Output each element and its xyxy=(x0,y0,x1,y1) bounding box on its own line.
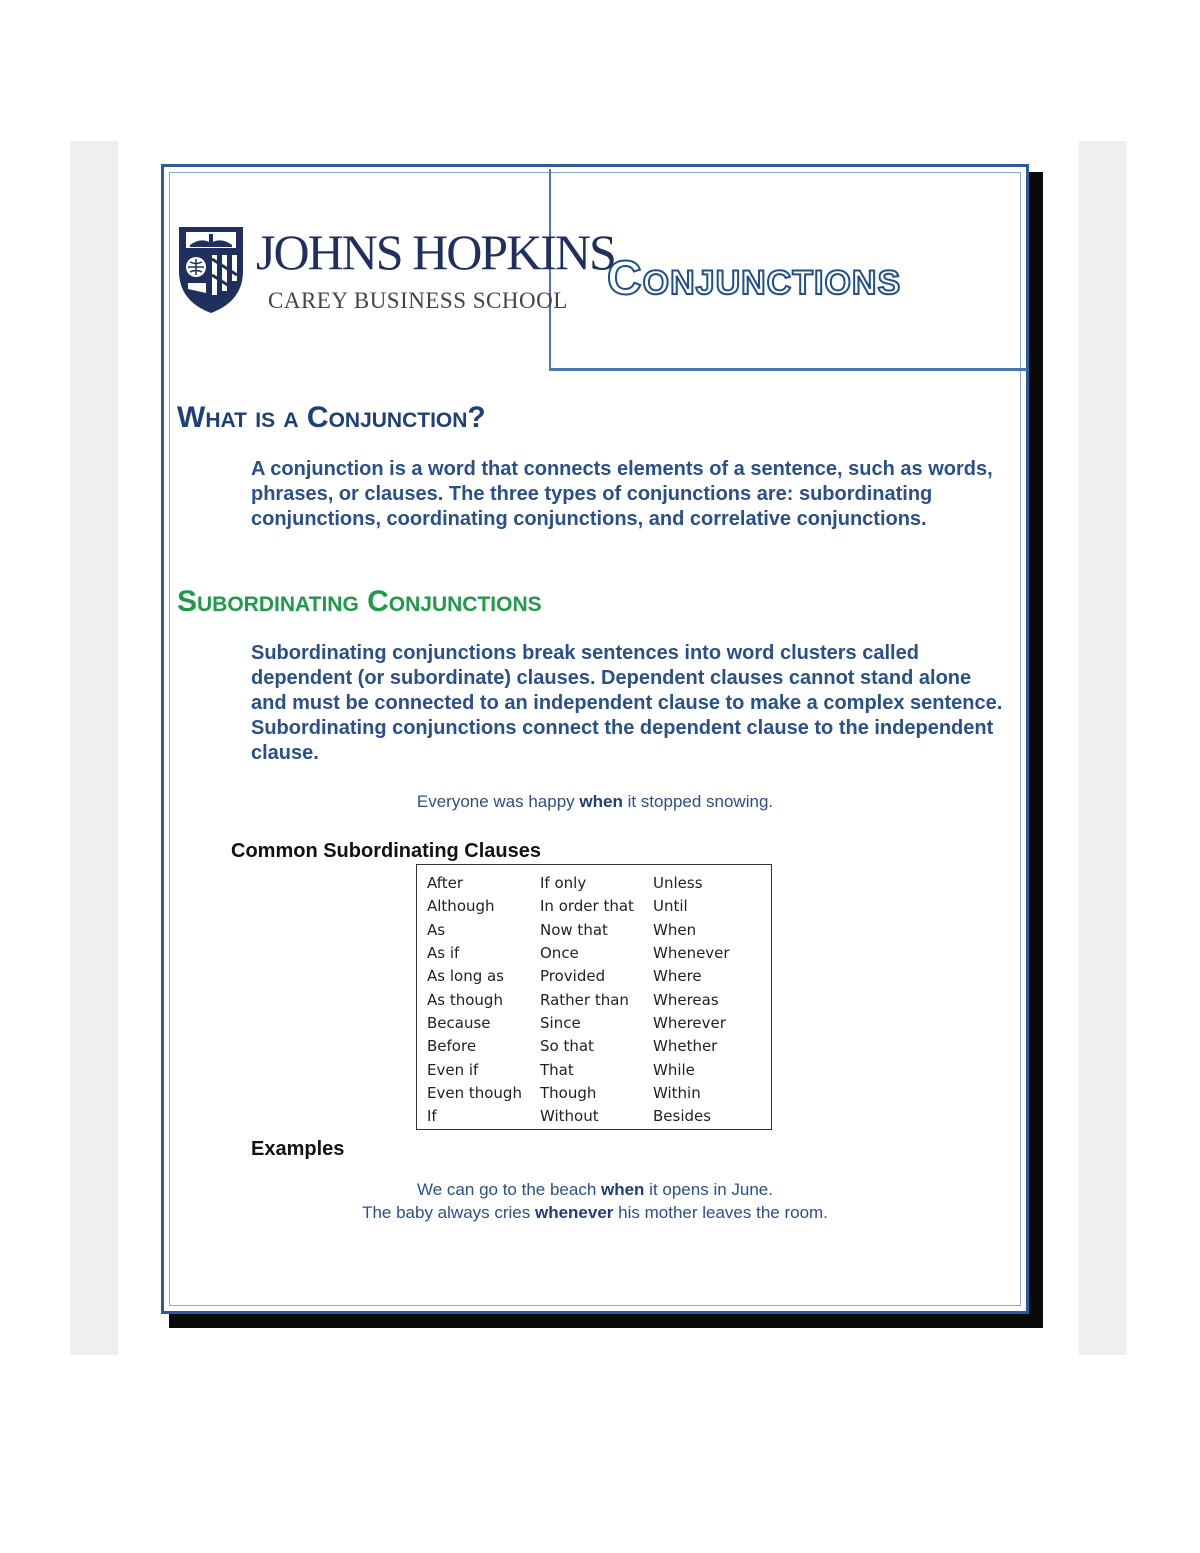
table-cell: As though xyxy=(427,990,503,1009)
table-cell: After xyxy=(427,874,464,893)
table-row xyxy=(427,872,771,895)
example-text: his mother leaves the room. xyxy=(613,1203,828,1222)
table-cell: So that xyxy=(540,1037,594,1056)
table-cell: Whenever xyxy=(653,944,730,963)
table-cell: That xyxy=(540,1060,574,1079)
table-cell: Wherever xyxy=(653,1013,726,1032)
example-keyword: when xyxy=(579,792,623,811)
table-cell: Unless xyxy=(653,874,703,893)
table-row xyxy=(427,895,771,918)
example-sentence xyxy=(164,1202,1026,1224)
example-sentence xyxy=(164,1179,1026,1201)
example-keyword: when xyxy=(601,1180,645,1199)
page-title: Conjunctions xyxy=(607,252,902,305)
table-cell: Before xyxy=(427,1037,477,1056)
table-cell: Without xyxy=(540,1107,599,1126)
section-heading-what-is: What is a Conjunction? xyxy=(177,401,486,434)
table-row xyxy=(427,1105,771,1128)
table-cell: While xyxy=(653,1060,695,1079)
example-keyword: whenever xyxy=(534,1203,614,1222)
table-row xyxy=(427,1035,771,1058)
table-cell: Although xyxy=(427,897,495,916)
table-row xyxy=(427,1058,771,1081)
table-cell: When xyxy=(653,920,697,939)
shield-crest-icon xyxy=(176,223,246,315)
table-cell: If only xyxy=(540,874,587,893)
table-cell: Though xyxy=(540,1083,597,1102)
example-text: We can go to the beach xyxy=(417,1180,601,1199)
table-row xyxy=(427,919,771,942)
header-underline xyxy=(549,368,1027,371)
table-cell: As xyxy=(427,920,446,939)
table-cell: Once xyxy=(540,944,579,963)
table-cell: Whereas xyxy=(653,990,719,1009)
section-heading-subordinating: Subordinating Conjunctions xyxy=(177,585,542,618)
table-row xyxy=(427,965,771,988)
logo-school: CAREY BUSINESS SCHOOL xyxy=(268,288,568,313)
university-logo xyxy=(176,223,615,319)
viewer-margin-right xyxy=(1079,141,1127,1355)
table-cell: Rather than xyxy=(540,990,629,1009)
intro-paragraph: A conjunction is a word that connects elements of a sentence, such as words, phrases, or clauses. The three types of conjunctions are: subordinating conjunctions, coordinating conjunctions, and correlative conjunctions. xyxy=(251,458,993,530)
example-text: it opens in June. xyxy=(644,1180,773,1199)
example-text: Everyone was happy xyxy=(416,792,580,811)
table-cell: Provided xyxy=(540,967,606,986)
table-cell: Since xyxy=(540,1013,581,1032)
viewer-margin-left xyxy=(70,141,118,1355)
example-text: The baby always cries xyxy=(362,1203,535,1222)
table-cell: Even though xyxy=(427,1083,522,1102)
table-cell: Until xyxy=(653,897,688,916)
table-cell: Now that xyxy=(540,920,608,939)
table-row xyxy=(427,988,771,1011)
logo-name: JOHNS HOPKINS xyxy=(256,224,615,280)
table-row xyxy=(427,1012,771,1035)
example-text: it stopped snowing. xyxy=(622,792,774,811)
table-cell: Besides xyxy=(653,1107,712,1126)
table-cell: In order that xyxy=(540,897,634,916)
common-clauses-heading: Common Subordinating Clauses xyxy=(231,840,542,862)
table-cell: Whether xyxy=(653,1037,718,1056)
table-cell: Because xyxy=(427,1013,491,1032)
table-cell: Where xyxy=(653,967,702,986)
table-row xyxy=(427,942,771,965)
example-sentence xyxy=(164,791,1026,813)
table-cell: If xyxy=(427,1107,437,1126)
subordinating-paragraph: Subordinating conjunctions break sentences into word clusters called dependent (or subordinate) clauses. Dependent clauses cannot stand alone and must be connected to an independent clause to make a complex sentence. Subordinating conjunctions connect the dependent clause to the independent clause. xyxy=(251,642,1003,764)
table-cell: Within xyxy=(653,1083,701,1102)
table-cell: As long as xyxy=(427,967,504,986)
table-cell: As if xyxy=(427,944,460,963)
table-row xyxy=(427,1082,771,1105)
document-page xyxy=(161,164,1029,1314)
examples-heading: Examples xyxy=(251,1138,345,1160)
conjunction-word-table xyxy=(416,864,772,1130)
table-cell: Even if xyxy=(427,1060,479,1079)
